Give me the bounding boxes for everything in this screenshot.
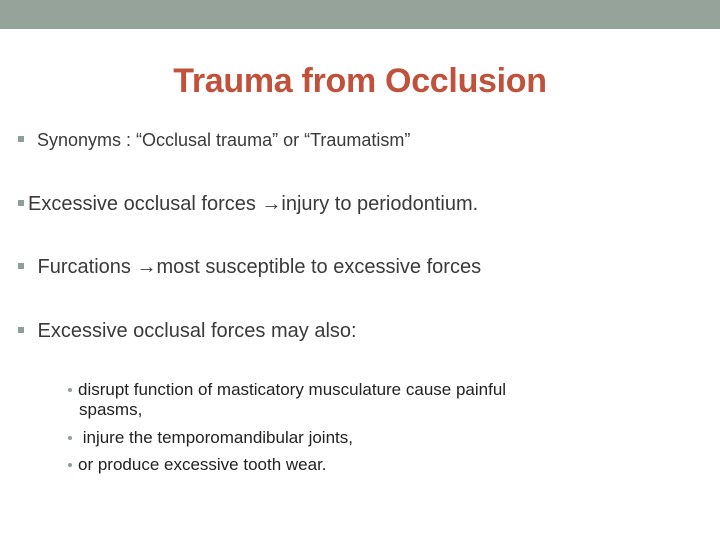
square-bullet-icon bbox=[18, 200, 24, 206]
dot-bullet-icon bbox=[68, 463, 72, 467]
bullet-text: Furcations bbox=[32, 256, 137, 278]
sub-bullet-text: spasms, bbox=[79, 400, 143, 419]
sub-bullet-text: disrupt function of masticatory musculature cause painful bbox=[78, 380, 507, 399]
dot-bullet-icon bbox=[68, 436, 72, 440]
bullet-synonyms bbox=[18, 130, 410, 151]
square-bullet-icon bbox=[18, 263, 24, 269]
bullet-text: injury to periodontium. bbox=[281, 193, 479, 215]
slide-title: Trauma from Occlusion bbox=[173, 62, 547, 100]
bullet-text: Excessive occlusal forces bbox=[28, 193, 262, 215]
sub-bullet-text: injure the temporomandibular joints, bbox=[78, 428, 353, 447]
bullet-may-also bbox=[18, 320, 357, 343]
arrow-right-icon: → bbox=[136, 256, 157, 278]
sub-bullet-masticatory bbox=[68, 380, 628, 420]
sub-bullet-tmj bbox=[68, 428, 628, 448]
bullet-text: most susceptible to excessive forces bbox=[156, 256, 482, 278]
sub-bullet-tooth-wear bbox=[68, 455, 628, 475]
bullet-text: Excessive occlusal forces may also: bbox=[32, 320, 357, 342]
square-bullet-icon bbox=[18, 136, 24, 142]
dot-bullet-icon bbox=[68, 388, 72, 392]
top-decorative-bar bbox=[0, 0, 720, 29]
bullet-furcations bbox=[18, 256, 481, 279]
sub-bullet-text: or produce excessive tooth wear. bbox=[78, 455, 327, 474]
bullet-text: Synonyms : “Occlusal trauma” or “Traumatism” bbox=[32, 130, 411, 150]
arrow-right-icon: → bbox=[261, 193, 282, 215]
square-bullet-icon bbox=[18, 327, 24, 333]
bullet-excessive-forces bbox=[18, 193, 478, 216]
